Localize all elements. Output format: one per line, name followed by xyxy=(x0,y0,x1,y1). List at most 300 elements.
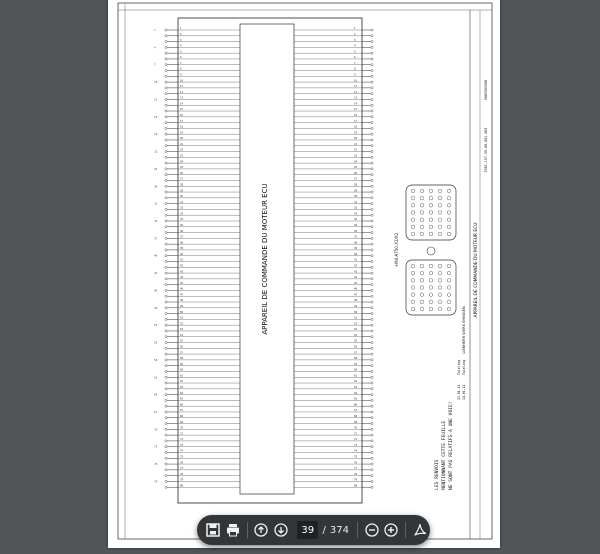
right-terminal xyxy=(371,29,373,31)
connector-x1-pin xyxy=(429,232,433,236)
right-pin-number: 53 xyxy=(354,328,358,332)
right-pin-number: 5 xyxy=(354,50,356,54)
connector-x1-pin xyxy=(420,225,424,229)
zoom-in-icon xyxy=(384,523,398,537)
left-wire-ref: 37 xyxy=(154,236,158,241)
right-terminal xyxy=(371,46,373,48)
left-pin-number: 54 xyxy=(180,333,184,337)
connector-x1-pin xyxy=(411,218,415,222)
right-pin-number: 2 xyxy=(354,32,356,36)
right-terminal xyxy=(371,272,373,274)
right-pin-number: 4 xyxy=(354,44,356,48)
left-pin-number: 22 xyxy=(180,148,184,152)
right-pin-number: 23 xyxy=(354,154,358,158)
left-terminal xyxy=(165,330,167,332)
left-terminal xyxy=(165,52,167,54)
connector-x1-pin xyxy=(438,189,442,193)
left-terminal xyxy=(165,266,167,268)
left-terminal xyxy=(165,133,167,135)
left-pin-number: 4 xyxy=(180,44,182,48)
left-wire-ref: 79 xyxy=(154,479,158,484)
toolbar-divider xyxy=(405,522,406,538)
left-pin-number: 28 xyxy=(180,183,184,187)
left-wire-ref: 16 xyxy=(154,114,158,119)
right-pin-number: 11 xyxy=(354,85,358,89)
left-wire-ref: 40 xyxy=(154,253,158,258)
right-pin-number: 3 xyxy=(354,38,356,42)
right-terminal xyxy=(371,174,373,176)
right-terminal xyxy=(371,382,373,384)
left-terminal xyxy=(165,382,167,384)
left-terminal xyxy=(165,197,167,199)
connector-x1-pin xyxy=(411,204,415,208)
right-terminal xyxy=(371,69,373,71)
left-pin-number: 14 xyxy=(180,102,184,106)
left-pin-number: 65 xyxy=(180,397,184,401)
left-pin-number: 79 xyxy=(180,478,184,482)
pdf-toolbar xyxy=(197,515,430,545)
left-pin-number: 78 xyxy=(180,472,184,476)
connector-x1-pin xyxy=(411,225,415,229)
right-pin-number: 15 xyxy=(354,108,358,112)
connector-x2-pin xyxy=(411,279,415,283)
left-wire-ref: 46 xyxy=(154,288,158,293)
toolbar-divider xyxy=(247,522,248,538)
right-terminal xyxy=(371,162,373,164)
left-wire-ref: 49 xyxy=(154,305,158,310)
connector-x2-pin xyxy=(411,300,415,304)
open-in-acrobat-button[interactable] xyxy=(410,518,430,542)
right-pin-number: 16 xyxy=(354,114,358,118)
right-pin-number: 7 xyxy=(354,61,356,65)
right-pin-number: 79 xyxy=(354,478,358,482)
connector-x2-pin xyxy=(420,293,424,297)
left-terminal xyxy=(165,376,167,378)
left-pin-number: 13 xyxy=(180,96,184,100)
left-pin-number: 41 xyxy=(180,258,184,262)
left-pin-number: 55 xyxy=(180,339,184,343)
right-terminal xyxy=(371,110,373,112)
right-pin-number: 67 xyxy=(354,409,358,413)
left-pin-number: 66 xyxy=(180,403,184,407)
right-terminal xyxy=(371,122,373,124)
right-pin-number: 38 xyxy=(354,241,358,245)
right-terminal xyxy=(371,289,373,291)
right-terminal xyxy=(371,226,373,228)
connector-x2-pin xyxy=(447,300,451,304)
revision-date: 14.01.11 xyxy=(462,384,466,400)
left-pin-number: 73 xyxy=(180,443,184,447)
right-terminal xyxy=(371,266,373,268)
left-terminal xyxy=(165,457,167,459)
left-terminal xyxy=(165,475,167,477)
right-pin-number: 59 xyxy=(354,362,358,366)
right-pin-number: 26 xyxy=(354,171,358,175)
right-pin-number: 66 xyxy=(354,403,358,407)
connector-x1-pin xyxy=(447,225,451,229)
left-terminal xyxy=(165,365,167,367)
left-wire-ref: 25 xyxy=(154,166,158,171)
left-pin-number: 1 xyxy=(180,27,182,31)
print-icon xyxy=(226,523,240,537)
right-pin-number: 29 xyxy=(354,189,358,193)
left-pin-number: 44 xyxy=(180,276,184,280)
right-pin-number: 12 xyxy=(354,90,358,94)
connector-x2-pin xyxy=(438,271,442,275)
left-pin-number: 62 xyxy=(180,380,184,384)
right-pin-number: 32 xyxy=(354,206,358,210)
right-pin-number: 1 xyxy=(354,27,356,31)
right-terminal xyxy=(371,480,373,482)
left-pin-number: 12 xyxy=(180,90,184,94)
left-terminal xyxy=(165,226,167,228)
right-terminal xyxy=(371,440,373,442)
zoom-in-button[interactable] xyxy=(382,518,402,542)
left-terminal xyxy=(165,69,167,71)
left-pin-number: 32 xyxy=(180,206,184,210)
right-pin-number: 42 xyxy=(354,264,358,268)
connector-x2-pin xyxy=(447,279,451,283)
connector-x1-pin xyxy=(429,218,433,222)
left-terminal xyxy=(165,249,167,251)
left-pin-number: 37 xyxy=(180,235,184,239)
connector-x2-pin xyxy=(438,307,442,311)
left-terminal xyxy=(165,336,167,338)
connector-label: +M4-A750.X1/X2 xyxy=(394,232,399,268)
connector-x1-pin xyxy=(429,225,433,229)
right-pin-number: 18 xyxy=(354,125,358,129)
left-terminal xyxy=(165,399,167,401)
left-terminal xyxy=(165,220,167,222)
previous-page-button[interactable] xyxy=(251,518,271,542)
left-terminal xyxy=(165,98,167,100)
left-terminal xyxy=(165,312,167,314)
left-pin-number: 45 xyxy=(180,281,184,285)
left-terminal xyxy=(165,434,167,436)
connector-x2-pin xyxy=(420,264,424,268)
left-terminal xyxy=(165,394,167,396)
right-pin-number: 33 xyxy=(354,212,358,216)
right-terminal xyxy=(371,434,373,436)
right-terminal xyxy=(371,446,373,448)
left-terminal xyxy=(165,347,167,349)
right-pin-number: 17 xyxy=(354,119,358,123)
right-terminal xyxy=(371,486,373,488)
connector-x2-pin xyxy=(438,279,442,283)
right-pin-number: 44 xyxy=(354,276,358,280)
connector-key xyxy=(427,247,435,255)
left-wire-ref: 52 xyxy=(154,323,158,328)
right-pin-number: 64 xyxy=(354,391,358,395)
left-terminal xyxy=(165,243,167,245)
left-pin-number: 58 xyxy=(180,357,184,361)
left-terminal xyxy=(165,208,167,210)
right-pin-number: 28 xyxy=(354,183,358,187)
connector-x1-pin xyxy=(420,211,424,215)
right-pin-number: 13 xyxy=(354,96,358,100)
left-terminal xyxy=(165,278,167,280)
left-pin-number: 35 xyxy=(180,223,184,227)
left-pin-number: 5 xyxy=(180,50,182,54)
right-terminal xyxy=(371,35,373,37)
left-terminal xyxy=(165,174,167,176)
right-terminal xyxy=(371,75,373,77)
right-terminal xyxy=(371,220,373,222)
note-line: MENTIONNANT CETTE FEUILLE xyxy=(442,420,447,490)
left-pin-number: 25 xyxy=(180,166,184,170)
right-pin-number: 69 xyxy=(354,420,358,424)
save-button[interactable] xyxy=(203,518,223,542)
connector-x1-pin xyxy=(447,204,451,208)
connector-x1-pin xyxy=(438,225,442,229)
right-terminal xyxy=(371,457,373,459)
right-pin-number: 19 xyxy=(354,131,358,135)
left-wire-ref: 10 xyxy=(154,80,158,85)
right-terminal xyxy=(371,411,373,413)
left-wire-ref: 73 xyxy=(154,444,158,449)
connector-x1-pin xyxy=(447,189,451,193)
right-pin-number: 60 xyxy=(354,368,358,372)
left-wire-ref: 58 xyxy=(154,357,158,362)
left-terminal xyxy=(165,324,167,326)
left-pin-number: 64 xyxy=(180,391,184,395)
schematic-drawing xyxy=(108,0,500,548)
right-terminal xyxy=(371,370,373,372)
left-wire-ref: 76 xyxy=(154,462,158,467)
left-terminal xyxy=(165,168,167,170)
connector-x1-pin xyxy=(447,218,451,222)
left-terminal xyxy=(165,422,167,424)
right-terminal xyxy=(371,249,373,251)
right-terminal xyxy=(371,347,373,349)
left-pin-number: 33 xyxy=(180,212,184,216)
left-pin-number: 17 xyxy=(180,119,184,123)
connector-x2-pin xyxy=(447,307,451,311)
right-terminal xyxy=(371,116,373,118)
right-terminal xyxy=(371,307,373,309)
left-terminal xyxy=(165,405,167,407)
left-terminal xyxy=(165,35,167,37)
right-terminal xyxy=(371,318,373,320)
connector-x2-pin xyxy=(411,271,415,275)
right-pin-number: 41 xyxy=(354,258,358,262)
right-terminal xyxy=(371,341,373,343)
right-terminal xyxy=(371,301,373,303)
right-pin-number: 61 xyxy=(354,374,358,378)
connector-x2-pin xyxy=(420,286,424,290)
right-terminal xyxy=(371,81,373,83)
left-terminal xyxy=(165,388,167,390)
left-terminal xyxy=(165,469,167,471)
right-terminal xyxy=(371,185,373,187)
right-pin-number: 55 xyxy=(354,339,358,343)
connector-x1-pin xyxy=(447,232,451,236)
left-pin-number: 69 xyxy=(180,420,184,424)
right-pin-number: 71 xyxy=(354,432,358,436)
left-pin-number: 52 xyxy=(180,322,184,326)
connector-x2-pin xyxy=(447,264,451,268)
right-pin-number: 74 xyxy=(354,449,358,453)
left-pin-number: 38 xyxy=(180,241,184,245)
left-terminal xyxy=(165,64,167,66)
right-terminal xyxy=(371,58,373,60)
left-terminal xyxy=(165,446,167,448)
left-pin-number: 29 xyxy=(180,189,184,193)
connector-x2-pin xyxy=(420,279,424,283)
right-terminal xyxy=(371,243,373,245)
left-pin-number: 39 xyxy=(180,247,184,251)
right-terminal xyxy=(371,145,373,147)
left-pin-number: 46 xyxy=(180,287,184,291)
connector-x2-pin xyxy=(429,264,433,268)
left-terminal xyxy=(165,191,167,193)
right-pin-number: 78 xyxy=(354,472,358,476)
left-terminal xyxy=(165,40,167,42)
connector-x1-pin xyxy=(429,196,433,200)
right-pin-number: 62 xyxy=(354,380,358,384)
left-terminal xyxy=(165,156,167,158)
right-terminal xyxy=(371,208,373,210)
right-terminal xyxy=(371,330,373,332)
right-terminal xyxy=(371,388,373,390)
connector-x2-pin xyxy=(420,300,424,304)
left-pin-number: 24 xyxy=(180,160,184,164)
connector-x2-pin xyxy=(411,286,415,290)
right-pin-number: 27 xyxy=(354,177,358,181)
left-pin-number: 74 xyxy=(180,449,184,453)
page-total: 374 xyxy=(329,524,349,536)
right-terminal xyxy=(371,214,373,216)
right-pin-number: 9 xyxy=(354,73,356,77)
company-name: LIEBHERR WERK EHINGEN xyxy=(462,306,466,354)
right-terminal xyxy=(371,40,373,42)
left-terminal xyxy=(165,451,167,453)
left-pin-number: 11 xyxy=(180,85,184,89)
left-pin-number: 70 xyxy=(180,426,184,430)
left-terminal xyxy=(165,411,167,413)
note-line: NE SONT PAS RELATIFS A UNE VOIE! xyxy=(449,401,454,490)
right-pin-number: 31 xyxy=(354,200,358,204)
right-terminal xyxy=(371,422,373,424)
left-terminal xyxy=(165,139,167,141)
left-pin-number: 6 xyxy=(180,56,182,60)
next-page-button[interactable] xyxy=(271,518,291,542)
right-terminal xyxy=(371,359,373,361)
left-terminal xyxy=(165,145,167,147)
left-terminal xyxy=(165,122,167,124)
acrobat-icon xyxy=(413,523,427,537)
right-terminal xyxy=(371,451,373,453)
left-terminal xyxy=(165,255,167,257)
connector-x2-pin xyxy=(429,271,433,275)
connector-x2-pin xyxy=(447,271,451,275)
right-pin-number: 24 xyxy=(354,160,358,164)
right-pin-number: 21 xyxy=(354,142,358,146)
connector-x1-pin xyxy=(438,232,442,236)
left-pin-number: 75 xyxy=(180,455,184,459)
connector-x1-pin xyxy=(411,189,415,193)
left-terminal xyxy=(165,440,167,442)
right-pin-number: 68 xyxy=(354,414,358,418)
pdf-page xyxy=(108,0,500,548)
left-pin-number: 57 xyxy=(180,351,184,355)
left-pin-number: 47 xyxy=(180,293,184,297)
right-terminal xyxy=(371,179,373,181)
left-terminal xyxy=(165,104,167,106)
connector-x2-pin xyxy=(429,300,433,304)
right-pin-number: 72 xyxy=(354,438,358,442)
left-pin-number: 63 xyxy=(180,386,184,390)
connector-x2-pin xyxy=(411,293,415,297)
left-terminal xyxy=(165,301,167,303)
connector-x1-pin xyxy=(420,218,424,222)
right-pin-number: 80 xyxy=(354,484,358,488)
left-terminal xyxy=(165,58,167,60)
connector-x2-pin xyxy=(438,293,442,297)
right-pin-number: 8 xyxy=(354,67,356,71)
right-pin-number: 65 xyxy=(354,397,358,401)
left-wire-ref: 61 xyxy=(154,375,158,380)
right-pin-number: 49 xyxy=(354,305,358,308)
left-terminal xyxy=(165,81,167,83)
connector-x1-pin xyxy=(420,189,424,193)
left-pin-number: 53 xyxy=(180,328,184,332)
left-pin-number: 30 xyxy=(180,195,184,199)
right-terminal xyxy=(371,284,373,286)
left-wire-ref: 19 xyxy=(154,132,158,137)
left-terminal xyxy=(165,318,167,320)
right-terminal xyxy=(371,139,373,141)
right-pin-number: 40 xyxy=(354,252,358,256)
left-pin-number: 43 xyxy=(180,270,184,274)
left-wire-ref: 70 xyxy=(154,427,158,432)
right-terminal xyxy=(371,98,373,100)
right-terminal xyxy=(371,405,373,407)
left-pin-number: 42 xyxy=(180,264,184,268)
connector-x1-pin xyxy=(420,196,424,200)
document-number: 9865995508 xyxy=(484,79,488,101)
zoom-out-button[interactable] xyxy=(362,518,382,542)
connector-x2-pin xyxy=(411,307,415,311)
print-button[interactable] xyxy=(223,518,243,542)
right-terminal xyxy=(371,64,373,66)
left-pin-number: 49 xyxy=(180,305,184,308)
right-pin-number: 76 xyxy=(354,461,358,465)
revision-date: 13.01.11 xyxy=(457,384,461,400)
right-pin-number: 58 xyxy=(354,357,358,361)
left-wire-ref: 64 xyxy=(154,392,158,397)
right-pin-number: 77 xyxy=(354,467,358,471)
left-terminal xyxy=(165,260,167,262)
arrow-up-icon xyxy=(254,523,268,537)
left-terminal xyxy=(165,162,167,164)
right-terminal xyxy=(371,197,373,199)
right-terminal xyxy=(371,168,373,170)
left-pin-number: 80 xyxy=(180,484,184,488)
connector-x1-pin xyxy=(438,218,442,222)
left-pin-number: 26 xyxy=(180,171,184,175)
left-pin-number: 21 xyxy=(180,142,184,146)
zoom-out-icon xyxy=(365,523,379,537)
left-pin-number: 8 xyxy=(180,67,182,71)
right-terminal xyxy=(371,127,373,129)
left-terminal xyxy=(165,480,167,482)
right-terminal xyxy=(371,278,373,280)
page-number-input[interactable]: 39 xyxy=(297,521,318,539)
left-pin-number: 56 xyxy=(180,345,184,349)
connector-x1-pin xyxy=(438,204,442,208)
title-block-title: APPAREIL DE COMMANDE DU MOTEUR ECU xyxy=(474,222,479,318)
